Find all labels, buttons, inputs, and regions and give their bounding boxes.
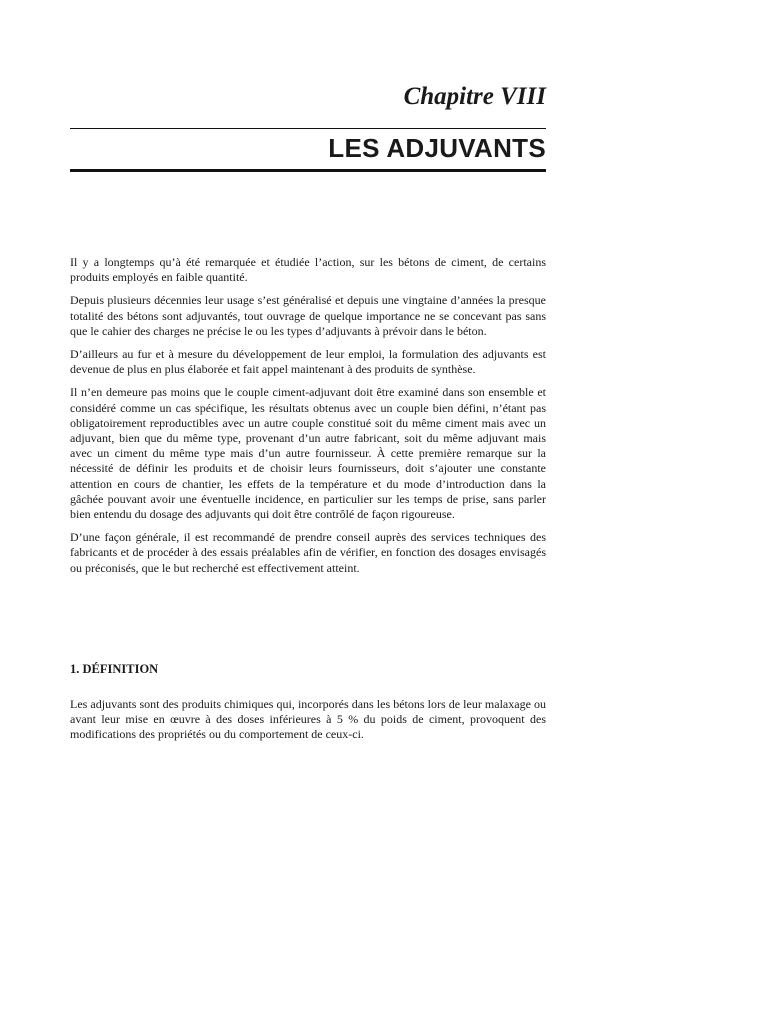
definition-paragraph: Les adjuvants sont des produits chimiques qui, incorporés dans les bétons lors de leur malaxage ou avant leur mise en œuvre à des doses inférieures à 5 % du poids de ciment, provoquent des modifications des propriétés ou du comportement de ceux-ci. [70,697,546,742]
intro-paragraph: D’ailleurs au fur et à mesure du développement de leur emploi, la formulation des adjuvants est devenue de plus en plus élaborée et fait appel maintenant à des produits de synthèse. [70,347,546,377]
intro-text [70,255,546,584]
intro-paragraph: D’une façon générale, il est recommandé de prendre conseil auprès des services techniques des fabricants et de procéder à des essais préalables afin de vérifier, en fonction des dosages envisagés ou préconisés, que le but recherché est effectivement atteint. [70,530,546,575]
intro-paragraph: Il y a longtemps qu’à été remarquée et étudiée l’action, sur les bétons de ciment, de certains produits employés en faible quantité. [70,255,546,285]
section-heading: 1. DÉFINITION [70,662,159,676]
header-rule-thin [70,128,546,129]
intro-paragraph: Depuis plusieurs décennies leur usage s’est généralisé et depuis une vingtaine d’années la presque totalité des bétons sont adjuvantés, tout ouvrage de quelque importance ne se concevant pas sans que le cahier des charges ne précise le ou les types d’adjuvants à prévoir dans le béton. [70,293,546,338]
intro-paragraph: Il n’en demeure pas moins que le couple ciment-adjuvant doit être examiné dans son ensemble et considéré comme un cas spécifique, les résultats obtenus avec un couple bien défini, n’étant pas obligatoirement reproductibles avec un autre couple constitué soit du même ciment mais avec un adjuvant, bien que du même type, provenant d’un autre fabricant, soit du même adjuvant mais avec un ciment du même type mais d’un autre fournisseur. À cette première remarque sur la nécessité de définir les produits et de choisir leurs fournisseurs, doit s’ajouter une constante attention en cours de chantier, les effets de la température et du mode d’introduction dans la gâchée pouvant avoir une éventuelle incidence, en particulier sur les temps de prise, sans parler bien entendu du dosage des adjuvants qui doit être contrôlé de façon rigoureuse. [70,385,546,522]
header-rule-thick [70,169,546,172]
chapter-number: Chapitre VIII [403,83,546,110]
chapter-title: LES ADJUVANTS [328,133,546,163]
definition-text [70,697,546,743]
